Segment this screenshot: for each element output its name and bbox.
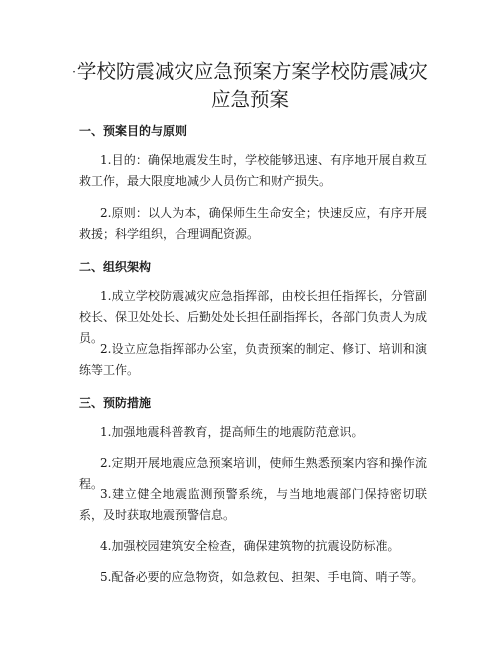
paragraph-prevention-3: 3.建立健全地震监测预警系统，与当地地震部门保持密切联系，及时获取地震预警信息。 [79,487,427,522]
section-heading-organization: 二、组织架构 [79,260,152,274]
title-text: 学校防震减灾应急预案方案学校防震减灾应急预案 [76,60,428,111]
paragraph-prevention-4: 4.加强校园建筑安全检查，确保建筑物的抗震设防标准。 [100,539,400,553]
title-bullet: · [72,65,76,79]
paragraph-purpose-1: 1.目的：确保地震发生时，学校能够迅速、有序地开展自救互救工作，最大限度地减少人员伤亡和财产损失。 [79,153,427,188]
paragraph-prevention-1: 1.加强地震科普教育，提高师生的地震防范意识。 [100,425,364,439]
page-title [70,58,430,114]
section-heading-prevention: 三、预防措施 [79,396,152,410]
paragraph-organization-1: 1.成立学校防震减灾应急指挥部，由校长担任指挥长，分管副校长、保卫处处长、后勤处处长担任副指挥长，各部门负责人为成员。 [79,289,428,345]
paragraph-organization-2: 2.设立应急指挥部办公室，负责预案的制定、修订、培训和演练等工作。 [79,342,427,377]
paragraph-prevention-2: 2.定期开展地震应急预案培训，使师生熟悉预案内容和操作流程。 [79,456,427,491]
paragraph-prevention-5: 5.配备必要的应急物资，如急救包、担架、手电筒、哨子等。 [100,570,424,584]
paragraph-purpose-2: 2.原则：以人为本，确保师生生命安全；快速反应，有序开展救援；科学组织，合理调配资源。 [79,206,427,241]
section-heading-purpose: 一、预案目的与原则 [79,124,188,138]
